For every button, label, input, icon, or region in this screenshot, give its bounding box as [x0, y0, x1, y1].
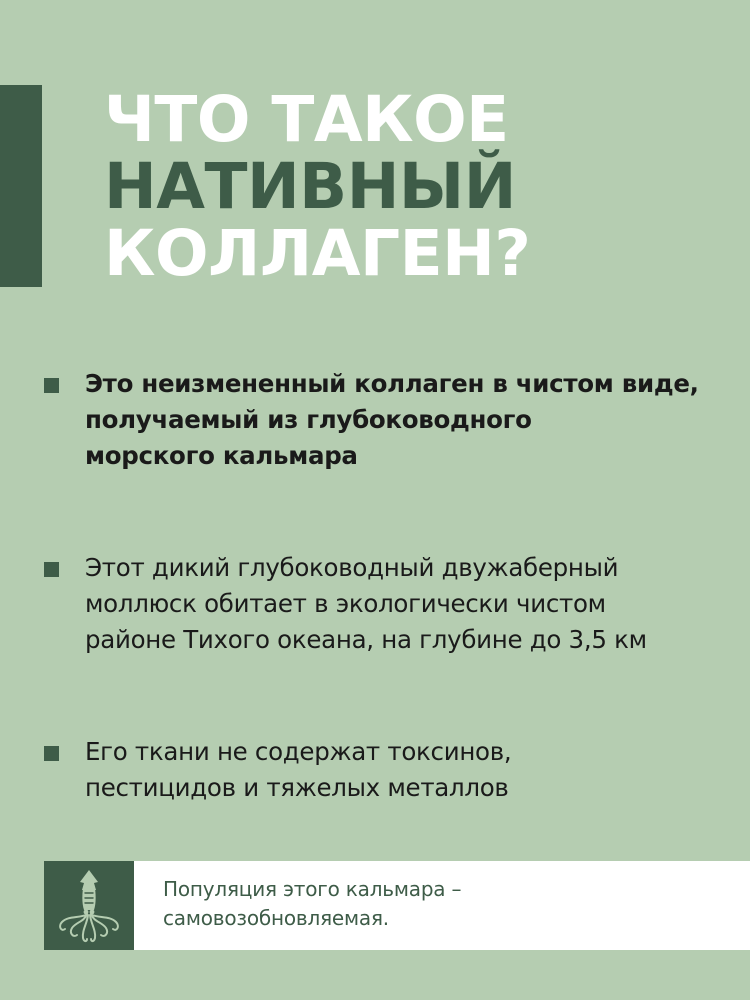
title-line-1: ЧТО ТАКОЕ	[104, 83, 509, 156]
note-line: самовозобновляемая.	[163, 906, 389, 930]
title-line-3: КОЛЛАГЕН?	[104, 217, 531, 290]
bullet-line: Это неизмененный коллаген в чистом виде,	[85, 369, 699, 398]
bullet-line: Его ткани не содержат токсинов,	[85, 737, 512, 766]
bullet-line: получаемый из глубоководного	[85, 405, 532, 434]
note-line: Популяция этого кальмара –	[163, 877, 462, 901]
bullet-item-habitat	[44, 550, 744, 658]
squid-icon	[54, 866, 124, 946]
bullet-line: моллюск обитает в экологически чистом	[85, 589, 606, 618]
accent-bar	[0, 85, 42, 287]
note-text	[163, 875, 461, 933]
square-bullet-icon	[44, 562, 59, 577]
bullet-text	[85, 734, 744, 806]
population-note	[44, 861, 750, 950]
bullet-text	[85, 366, 744, 474]
bullet-line: пестицидов и тяжелых металлов	[85, 773, 509, 802]
note-icon-box	[44, 861, 134, 950]
bullet-line: Этот дикий глубоководный двужаберный	[85, 553, 619, 582]
bullet-list	[44, 366, 744, 806]
bullet-line: районе Тихого океана, на глубине до 3,5 км	[85, 625, 647, 654]
bullet-line: морского кальмара	[85, 441, 358, 470]
square-bullet-icon	[44, 378, 59, 393]
square-bullet-icon	[44, 746, 59, 761]
bullet-text	[85, 550, 744, 658]
title-line-2: НАТИВНЫЙ	[104, 150, 516, 223]
bullet-item-native-collagen	[44, 366, 744, 474]
bullet-item-purity	[44, 734, 744, 806]
page-title	[104, 83, 531, 290]
